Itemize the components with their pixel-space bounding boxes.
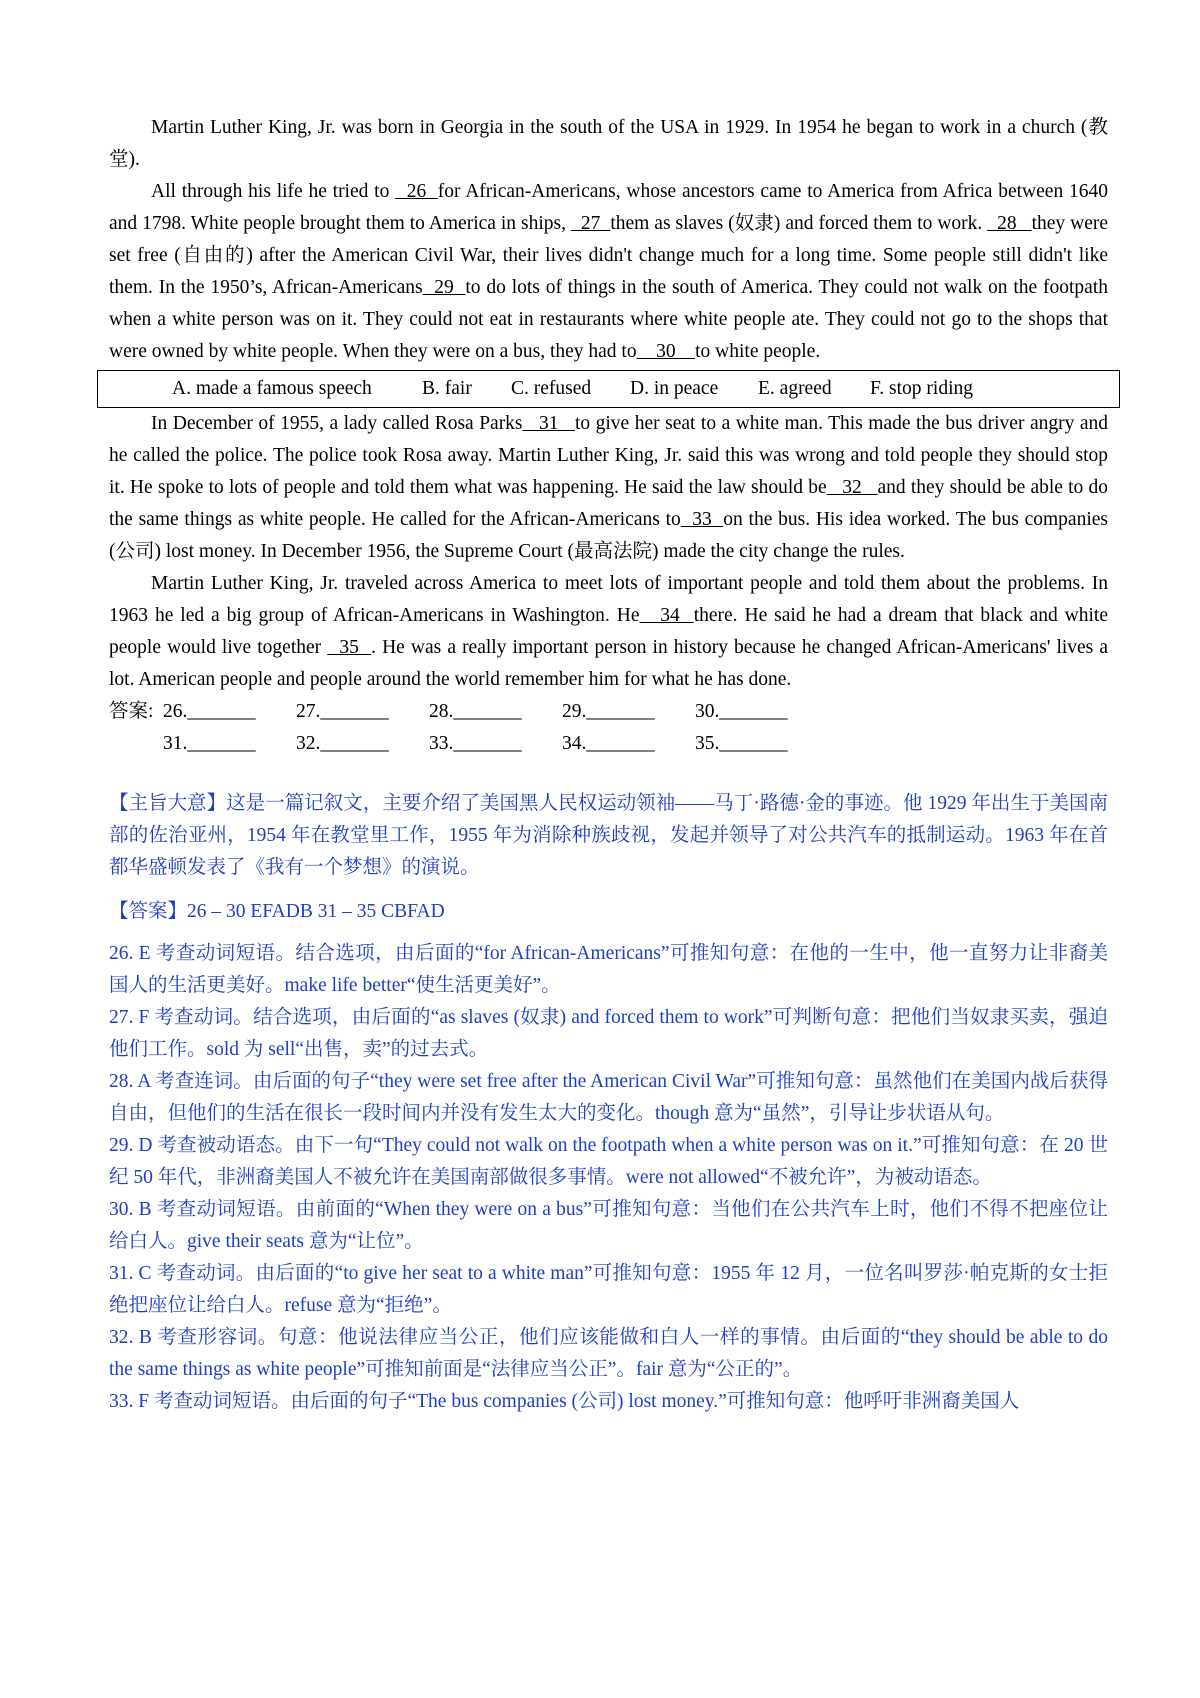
choice-c: C. refused xyxy=(511,378,592,399)
blank-26[interactable]: 26 xyxy=(395,181,438,202)
answer-row-1 xyxy=(109,696,1108,728)
blank-29[interactable]: 29 xyxy=(422,277,466,298)
answer-slot-29[interactable]: 29._______ xyxy=(562,701,655,722)
analysis-item: 29. D 考查被动语态。由下一句“They could not walk on the footpath when a white person was on it.”可推知句意：在 20 世纪 50 年代，非洲裔美国人不被允许在美国南部做很多事情。were not allowed“不被允许”，为被动语态。 xyxy=(109,1135,1108,1188)
main-idea-summary: 【主旨大意】这是一篇记叙文，主要介绍了美国黑人民权运动领袖——马丁·路德·金的事迹。他 1929 年出生于美国南部的佐治亚州，1954 年在教堂里工作，1955 年为消除种族歧视，发起并领导了对公共汽车的抵制运动。1963 年在首都华盛顿发表了《我有一个梦想》的演说。 xyxy=(109,793,1108,878)
reading-passage xyxy=(109,112,1108,760)
answer-slot-35[interactable]: 35._______ xyxy=(695,733,788,754)
blank-31[interactable]: 31 xyxy=(522,413,575,434)
paragraph-4-text: there. He said he had a dream that black and white people would live together xyxy=(109,605,1108,658)
paragraph-1-text: Martin Luther King, Jr. was born in Georgia in the south of the USA in 1929. In 1954 he began to work in a church (教堂). xyxy=(109,117,1108,170)
blank-32[interactable]: 32 xyxy=(826,477,878,498)
choice-a: A. made a famous speech xyxy=(172,378,372,399)
paragraph-2-text: for African-Americans, whose ancestors came to America from Africa between 1640 and 1798. White people brought them to America in ships, xyxy=(109,181,1108,234)
blank-28[interactable]: 28 xyxy=(987,213,1032,234)
answer-slot-33[interactable]: 33._______ xyxy=(429,733,522,754)
analysis-item: 32. B 考查形容词。句意：他说法律应当公正，他们应该能做和白人一样的事情。由后面的“they should be able to do the same things as white people”可推知前面是“法律应当公正”。fair 意为“公正的”。 xyxy=(109,1327,1108,1380)
answer-label: 答案: xyxy=(109,701,154,722)
analysis-item: 26. E 考查动词短语。结合选项，由后面的“for African-Americans”可推知句意：在他的一生中，他一直努力让非裔美国人的生活更美好。make life better“使生活更美好”。 xyxy=(109,943,1108,996)
analysis-item: 33. F 考查动词短语。由后面的句子“The bus companies (公司) lost money.”可推知句意：他呼吁非洲裔美国人 xyxy=(109,1391,1020,1412)
choice-f: F. stop riding xyxy=(870,378,973,399)
paragraph-2-text: All through his life he tried to xyxy=(151,181,396,202)
answer-slot-32[interactable]: 32._______ xyxy=(296,733,389,754)
blank-35[interactable]: 35 xyxy=(327,637,372,658)
paragraph-1 xyxy=(109,112,1108,176)
analysis-item: 30. B 考查动词短语。由前面的“When they were on a bus”可推知句意：当他们在公共汽车上时，他们不得不把座位让给白人。give their seats 意为“让位”。 xyxy=(109,1199,1108,1252)
choice-b: B. fair xyxy=(422,378,472,399)
paragraph-2-text: they were set free (自由的) after the American Civil War, their lives didn't change much for a long time. Some people still didn't like them. In the 1950’s, African-Americans xyxy=(109,213,1109,298)
answer-slot-30[interactable]: 30._______ xyxy=(695,701,788,722)
analysis-item: 27. F 考查动词。结合选项，由后面的“as slaves (奴隶) and forced them to work”可判断句意：把他们当奴隶买卖，强迫他们工作。sold 为 sell“出售，卖”的过去式。 xyxy=(109,1007,1108,1060)
answer-slot-28[interactable]: 28._______ xyxy=(429,701,522,722)
answer-indent xyxy=(109,728,163,760)
paragraph-3-text: on the bus. His idea worked. The bus companies (公司) lost money. In December 1956, the Supreme Court (最高法院) made the city change the rules. xyxy=(109,509,1109,562)
blank-27[interactable]: 27 xyxy=(570,213,611,234)
answer-key: 【答案】26 – 30 EFADB 31 – 35 CBFAD xyxy=(109,901,445,922)
paragraph-2-text: them as slaves (奴隶) and forced them to work. xyxy=(610,213,988,234)
answer-slot-34[interactable]: 34._______ xyxy=(562,733,655,754)
word-bank-box xyxy=(97,370,1120,408)
paragraph-3-text: In December of 1955, a lady called Rosa Parks xyxy=(151,413,523,434)
analysis-item: 28. A 考查连词。由后面的句子“they were set free after the American Civil War”可推知句意：虽然他们在美国内战后获得自由，但他们的生活在很长一段时间内并没有发生太大的变化。though 意为“虽然”，引导让步状语从句。 xyxy=(109,1071,1108,1124)
choice-e: E. agreed xyxy=(758,378,832,399)
answer-slot-31[interactable]: 31._______ xyxy=(163,733,256,754)
analysis-item: 31. C 考查动词。由后面的“to give her seat to a white man”可推知句意：1955 年 12 月，一位名叫罗莎·帕克斯的女士拒绝把座位让给白人。refuse 意为“拒绝”。 xyxy=(109,1263,1108,1316)
answer-slot-26[interactable]: 26._______ xyxy=(163,701,256,722)
paragraph-3 xyxy=(109,408,1108,568)
answer-slot-27[interactable]: 27._______ xyxy=(296,701,389,722)
paragraph-2-text: to do lots of things in the south of America. They could not walk on the footpath when a white person was on it. They could not eat in restaurants where white people ate. They could not go to the shops that were owned by white people. When they were on a bus, they had to xyxy=(109,277,1109,362)
choice-d: D. in peace xyxy=(630,378,719,399)
paragraph-4-text: . He was a really important person in history because he changed African-Americans' lives a lot. American people and people around the world remember him for what he has done. xyxy=(109,637,1109,690)
blank-34[interactable]: 34 xyxy=(639,605,694,626)
blank-33[interactable]: 33 xyxy=(680,509,724,530)
answer-analysis xyxy=(109,938,1108,1418)
answer-row-2 xyxy=(109,728,1108,760)
paragraph-3-text: to give her seat to a white man. This made the bus driver angry and he called the police. The police took Rosa away. Martin Luther King, Jr. said this was wrong and told people they should stop it. He spoke to lots of people and told them what was happening. He said the law should be xyxy=(109,413,1108,498)
blank-30[interactable]: 30 xyxy=(636,341,696,362)
paragraph-2 xyxy=(109,176,1108,368)
paragraph-3-text: and they should be able to do the same things as white people. He called for the African-Americans to xyxy=(109,477,1109,530)
paragraph-2-text: to white people. xyxy=(695,341,821,362)
paragraph-4 xyxy=(109,568,1108,696)
paragraph-4-text: Martin Luther King, Jr. traveled across America to meet lots of important people and told them about the problems. In 1963 he led a big group of African-Americans in Washington. He xyxy=(109,573,1108,626)
